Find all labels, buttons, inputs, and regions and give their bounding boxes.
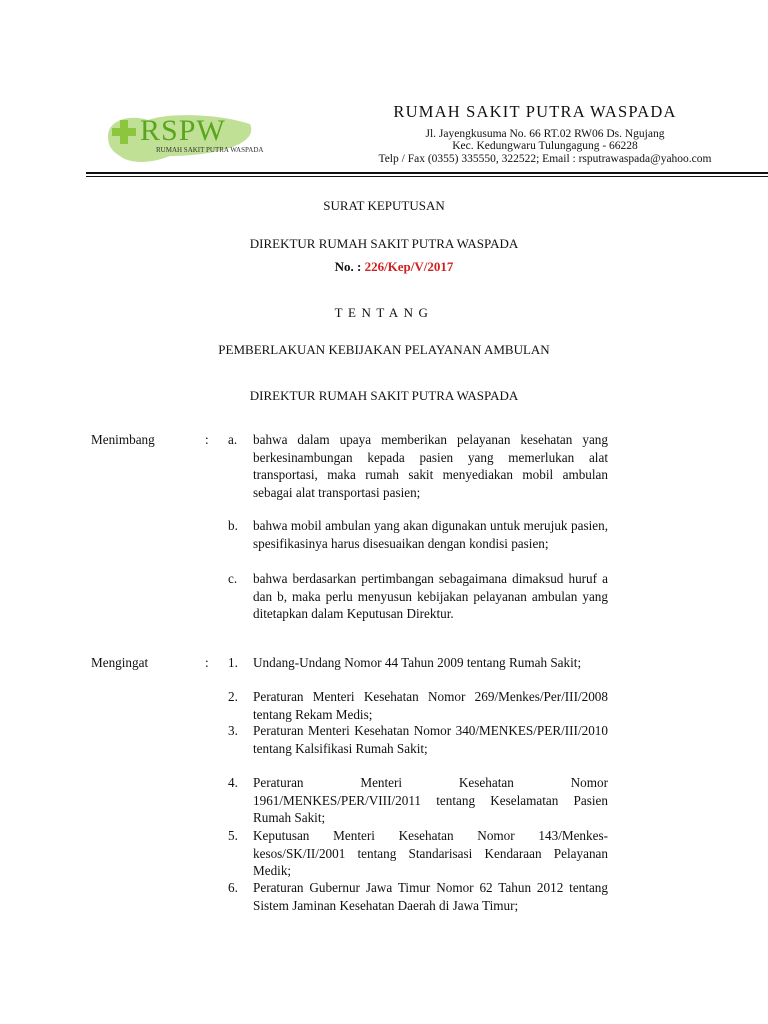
list-item-text: bahwa berdasarkan pertimbangan sebagaimana dimaksud huruf a dan b, maka perlu menyusun kebijakan pelayanan ambulan yang ditetapkan dalam Keputusan Direktur.: [253, 571, 608, 621]
hospital-name: RUMAH SAKIT PUTRA WASPADA: [393, 102, 677, 121]
document-type-heading: SURAT KEPUTUSAN: [323, 198, 445, 213]
decree-number-value: 226/Kep/V/2017: [364, 259, 454, 274]
logo-text: RSPW: [140, 114, 226, 147]
address-line-1: Jl. Jayengkusuma No. 66 RT.02 RW06 Ds. Ngujang: [425, 128, 665, 140]
letterhead-rule-thin: [86, 176, 768, 177]
list-marker: a.: [228, 432, 238, 447]
list-item-text: Peraturan Gubernur Jawa Timur Nomor 62 Tahun 2012 tentang Sistem Jaminan Kesehatan Daerah di Jawa Timur;: [253, 880, 608, 913]
list-item-text: bahwa dalam upaya memberikan pelayanan kesehatan yang berkesinambungan kepada pasien yang memerlukan alat transportasi, maka rumah sakit menyediakan mobil ambulan sebagai alat transportasi pasien;: [253, 432, 608, 500]
list-marker: 3.: [228, 723, 238, 738]
list-item-text: Peraturan Menteri Kesehatan Nomor 269/Menkes/Per/III/2008 tentang Rekam Medis;: [253, 689, 608, 722]
list-marker: 4.: [228, 775, 238, 790]
list-marker: 5.: [228, 828, 238, 843]
hospital-logo: [100, 106, 290, 166]
decree-number-label: No. :: [334, 259, 365, 274]
address-line-2: Kec. Kedungwaru Tulungagung - 66228: [452, 140, 638, 152]
list-marker: 6.: [228, 880, 238, 895]
list-marker: 2.: [228, 689, 238, 704]
logo-subtext: RUMAH SAKIT PUTRA WASPADA: [156, 146, 264, 154]
letterhead-rule-thick: [86, 172, 768, 174]
issuer-heading-2: DIREKTUR RUMAH SAKIT PUTRA WASPADA: [249, 388, 519, 403]
address-line-3: Telp / Fax (0355) 335550, 322522; Email : rsputrawaspada@yahoo.com: [378, 153, 712, 165]
list-marker: c.: [228, 571, 238, 586]
issuer-heading: DIREKTUR RUMAH SAKIT PUTRA WASPADA: [249, 236, 519, 251]
mengingat-colon: :: [205, 655, 209, 670]
mengingat-label: Mengingat: [91, 655, 149, 670]
list-item-text: Peraturan Menteri Kesehatan Nomor 340/MENKES/PER/III/2010 tentang Kalsifikasi Rumah Sakit;: [253, 723, 608, 756]
list-item-text: Peraturan Menteri Kesehatan Nomor 1961/MENKES/PER/VIII/2011 tentang Keselamatan Pasien Rumah Sakit;: [253, 775, 608, 825]
list-item-text: Undang-Undang Nomor 44 Tahun 2009 tentang Rumah Sakit;: [253, 655, 582, 670]
menimbang-label: Menimbang: [91, 432, 155, 447]
list-item-text: Keputusan Menteri Kesehatan Nomor 143/Menkes-kesos/SK/II/2001 tentang Standarisasi Kendaraan Pelayanan Medik;: [253, 828, 608, 878]
tentang-heading: TENTANG: [334, 305, 434, 320]
list-marker: b.: [228, 518, 238, 533]
decree-number: [10, 259, 768, 275]
list-item-text: bahwa mobil ambulan yang akan digunakan untuk merujuk pasien, spesifikasinya harus disesuaikan dengan kondisi pasien;: [253, 518, 608, 551]
subject-heading: PEMBERLAKUAN KEBIJAKAN PELAYANAN AMBULAN: [218, 342, 550, 357]
menimbang-colon: :: [205, 432, 209, 447]
list-marker: 1.: [228, 655, 238, 670]
